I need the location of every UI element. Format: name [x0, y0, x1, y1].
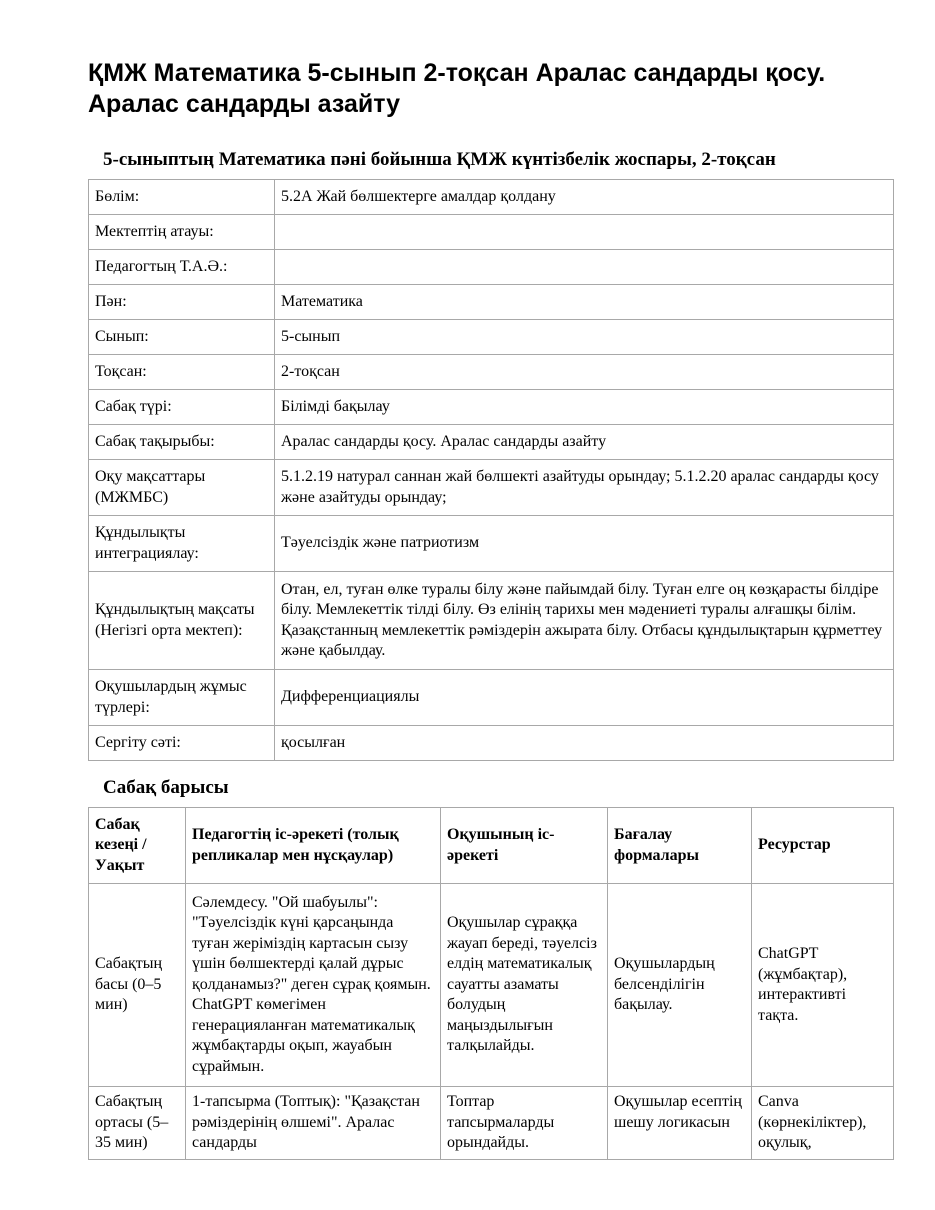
plan-heading: 5-сыныптың Математика пәні бойынша ҚМЖ күнтізбелік жоспары, 2-тоқсан — [103, 149, 776, 170]
info-label: Оқу мақсаттары (МЖМБС) — [89, 460, 275, 516]
header-student: Оқушының іс-әрекеті — [441, 808, 608, 884]
info-value: 5.2А Жай бөлшектерге амалдар қолдану — [275, 180, 894, 215]
info-label: Тоқсан: — [89, 355, 275, 390]
info-label: Сабақ тақырыбы: — [89, 425, 275, 460]
info-value: Аралас сандарды қосу. Аралас сандарды азайту — [275, 425, 894, 460]
lesson-cell-stage: Сабақтың басы (0–5 мин) — [89, 884, 186, 1087]
header-teacher: Педагогтің іс-әрекеті (толық репликалар мен нұсқаулар) — [186, 808, 441, 884]
lesson-table — [88, 807, 894, 1160]
info-row — [89, 516, 894, 572]
info-row — [89, 320, 894, 355]
lesson-cell-student: Оқушылар сұраққа жауап береді, тәуелсіз елдің математикалық сауатты азаматы болудың маңыздылығын талқылайды. — [441, 884, 608, 1087]
info-value: 2-тоқсан — [275, 355, 894, 390]
info-row — [89, 425, 894, 460]
document-title: ҚМЖ Математика 5-сынып 2-тоқсан Аралас сандарды қосу. Аралас сандарды азайту — [88, 59, 826, 118]
info-label: Сабақ түрі: — [89, 390, 275, 425]
info-row — [89, 390, 894, 425]
info-row — [89, 180, 894, 215]
info-table — [88, 179, 894, 761]
info-row — [89, 670, 894, 726]
info-value: Білімді бақылау — [275, 390, 894, 425]
lesson-header-row — [89, 808, 894, 884]
info-label: Бөлім: — [89, 180, 275, 215]
lesson-cell-resources: Canva (көрнекіліктер), оқулық, — [752, 1087, 894, 1160]
info-label: Сергіту сәті: — [89, 726, 275, 761]
info-value: 5.1.2.19 натурал саннан жай бөлшекті азайтуды орындау; 5.1.2.20 аралас сандарды қосу және азайтуды орындау; — [275, 460, 894, 516]
info-row — [89, 355, 894, 390]
info-row — [89, 726, 894, 761]
info-label: Сынып: — [89, 320, 275, 355]
info-value: қосылған — [275, 726, 894, 761]
lesson-row — [89, 884, 894, 1087]
info-label: Құндылықтың мақсаты (Негізгі орта мектеп): — [89, 572, 275, 670]
info-value — [275, 250, 894, 285]
document-page — [88, 58, 893, 1151]
header-stage: Сабақ кезеңі / Уақыт — [89, 808, 186, 884]
info-row — [89, 460, 894, 516]
info-row — [89, 215, 894, 250]
info-label: Педагогтың Т.А.Ә.: — [89, 250, 275, 285]
header-assessment: Бағалау формалары — [608, 808, 752, 884]
info-value: Отан, ел, туған өлке туралы білу және пайымдай білу. Туған елге оң көзқарасты білдіре білу. Мемлекеттік тілді білу. Өз елінің тарихы мен мәдениеті туралы алғашқы білім. Қазақстанның мемлекеттік рәміздерін ажырата білу. Отбасы құндылықтарын құрметтеу және қабылдау. — [275, 572, 894, 670]
info-row — [89, 285, 894, 320]
info-value: Дифференциациялы — [275, 670, 894, 726]
lesson-heading: Сабақ барысы — [103, 777, 229, 798]
lesson-cell-resources: ChatGPT (жұмбақтар), интерактивті тақта. — [752, 884, 894, 1087]
info-value: 5-сынып — [275, 320, 894, 355]
info-row — [89, 250, 894, 285]
lesson-cell-student: Топтар тапсырмаларды орындайды. — [441, 1087, 608, 1160]
lesson-cell-teacher: 1-тапсырма (Топтық): "Қазақстан рәміздерінің өлшемі". Аралас сандарды — [186, 1087, 441, 1160]
lesson-cell-assessment: Оқушылар есептің шешу логикасын — [608, 1087, 752, 1160]
info-label: Пән: — [89, 285, 275, 320]
info-label: Құндылықты интеграциялау: — [89, 516, 275, 572]
lesson-cell-assessment: Оқушылардың белсенділігін бақылау. — [608, 884, 752, 1087]
info-value — [275, 215, 894, 250]
lesson-table-wrapper — [88, 807, 898, 1165]
info-label: Оқушылардың жұмыс түрлері: — [89, 670, 275, 726]
lesson-cell-teacher: Сәлемдесу. "Ой шабуылы": "Тәуелсіздік күні қарсаңында туған жеріміздің картасын сызу үшін бөлшектерді қалай дұрыс қолданамыз?" деген сұрақ қоямын. ChatGPT көмегімен генерацияланған математикалық жұмбақтарды оқып, жауабын сұраймын. — [186, 884, 441, 1087]
info-value: Математика — [275, 285, 894, 320]
info-value: Тәуелсіздік және патриотизм — [275, 516, 894, 572]
info-row — [89, 572, 894, 670]
lesson-row — [89, 1087, 894, 1160]
lesson-cell-stage: Сабақтың ортасы (5–35 мин) — [89, 1087, 186, 1160]
header-resources: Ресурстар — [752, 808, 894, 884]
info-label: Мектептің атауы: — [89, 215, 275, 250]
